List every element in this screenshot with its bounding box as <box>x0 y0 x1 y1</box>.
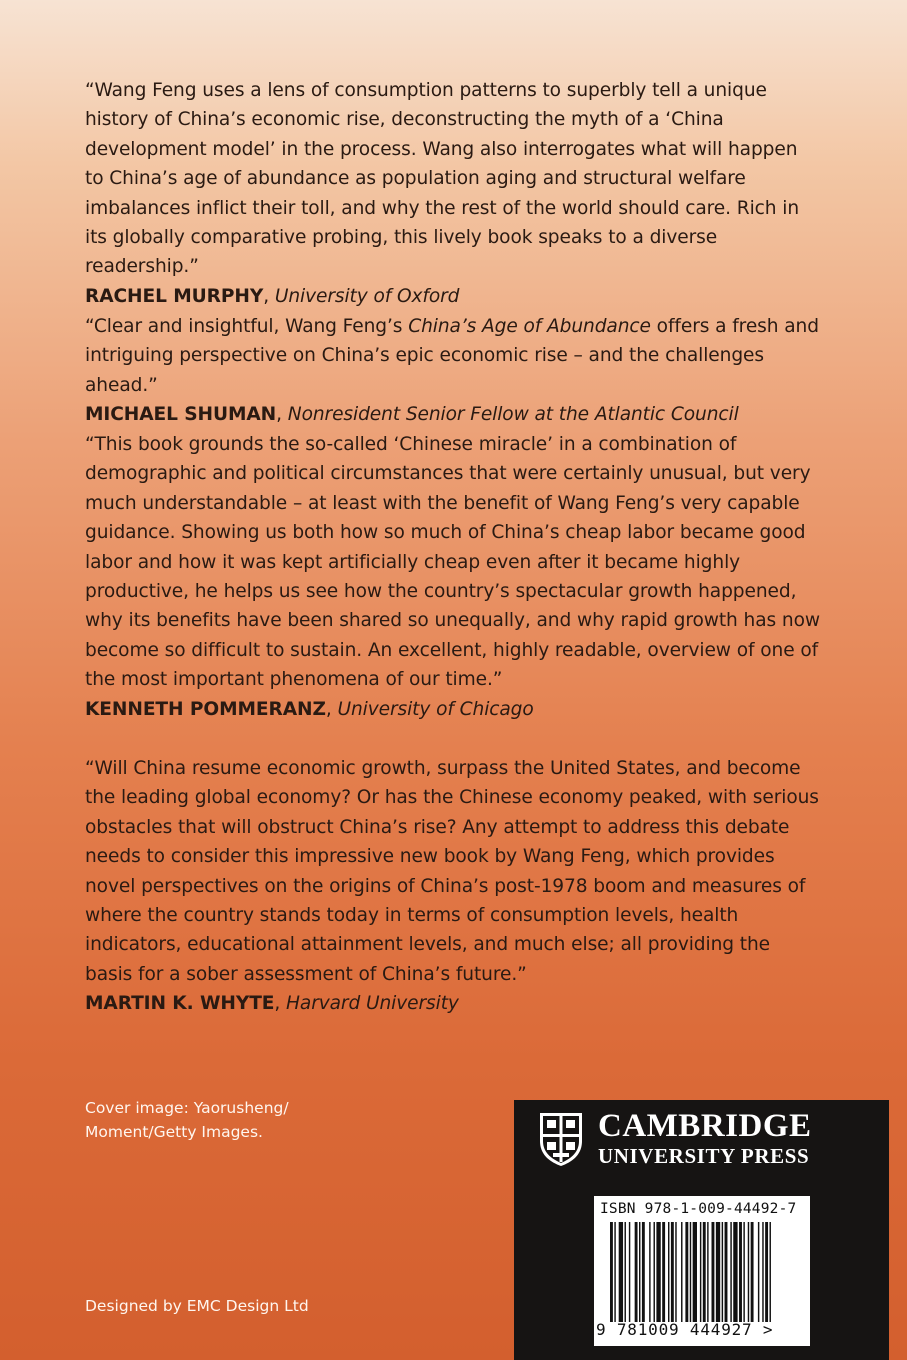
endorser-affiliation: University of Chicago <box>337 698 534 720</box>
endorsement-quote <box>85 312 820 400</box>
quote-text-after: offers a fresh and intriguing perspective on China’s epic economic rise – and the challenges ahead.” <box>85 316 819 396</box>
endorsement-shuman <box>85 312 820 430</box>
endorsement-whyte <box>85 754 820 1019</box>
endorsement-quote: “This book grounds the so-called ‘Chinese miracle’ in a combination of demographic and political circumstances that were certainly unusual, but very much understandable – at least with the benefit of Wang Feng’s very capable guidance. Showing us both how so much of China’s cheap labor became good labor and how it was kept artificially cheap even after it became highly productive, he helps us see how the country’s spectacular growth happened, why its benefits have been shared so unequally, and why rapid growth has now become so difficult to sustain. An excellent, highly readable, overview of one of the most important phenomena of our time.” <box>85 434 820 691</box>
endorsement-quote: “Wang Feng uses a lens of consumption patterns to superbly tell a unique history of China’s economic rise, deconstructing the myth of a ‘China development model’ in the process. Wang also interrogates what will happen to China’s age of abundance as population aging and structural welfare imbalances inflict their toll, and why the rest of the world should care. Rich in its globally comparative probing, this lively book speaks to a diverse readership.” <box>85 80 800 278</box>
attribution-separator: , <box>276 404 288 426</box>
endorsement-attribution <box>85 400 820 429</box>
cover-image-credit: Cover image: Yaorusheng/ Moment/Getty Images. <box>85 1099 289 1141</box>
publisher-panel <box>514 1100 889 1360</box>
endorsement-quote: “Will China resume economic growth, surpass the United States, and become the leading global economy? Or has the Chinese economy peaked, with serious obstacles that will obstruct China’s rise? Any attempt to address this debate needs to consider this impressive new book by Wang Feng, which provides novel perspectives on the origins of China’s post-1978 boom and measures of where the country stands today in terms of consumption levels, health indicators, educational attainment levels, and much else; all providing the basis for a sober assessment of China’s future.” <box>85 758 819 985</box>
endorsement-attribution <box>85 282 820 311</box>
endorsement-attribution <box>85 695 820 724</box>
book-title: China’s Age of Abundance <box>408 316 651 337</box>
publisher-logo-text <box>598 1108 812 1168</box>
endorser-affiliation: Harvard University <box>286 993 459 1015</box>
endorsement-murphy <box>85 76 820 311</box>
endorser-name: KENNETH POMMERANZ <box>85 698 326 720</box>
attribution-separator: , <box>263 285 275 307</box>
endorser-name: RACHEL MURPHY <box>85 285 264 307</box>
publisher-name-line1: CAMBRIDGE <box>598 1108 812 1144</box>
endorser-name: MARTIN K. WHYTE <box>85 993 275 1015</box>
designer-credit: Designed by EMC Design Ltd <box>85 1297 309 1315</box>
quote-text-before: “Clear and insightful, Wang Feng’s <box>85 316 409 337</box>
endorser-affiliation: University of Oxford <box>274 285 460 307</box>
endorser-name: MICHAEL SHUMAN <box>85 404 277 426</box>
isbn-label: ISBN 978-1-009-44492-7 <box>600 1201 797 1217</box>
attribution-separator: , <box>325 698 338 720</box>
barcode-icon <box>608 1222 804 1322</box>
ean-digits: 9 781009 444927 > <box>596 1320 774 1339</box>
isbn-barcode-block <box>594 1196 810 1346</box>
attribution-separator: , <box>274 993 287 1015</box>
endorsement-pommeranz <box>85 430 820 724</box>
endorsement-attribution <box>85 989 820 1018</box>
endorser-affiliation: Nonresident Senior Fellow at the Atlantic Council <box>287 404 739 426</box>
university-crest-icon <box>538 1111 584 1167</box>
publisher-name-line2: UNIVERSITY PRESS <box>598 1144 810 1168</box>
